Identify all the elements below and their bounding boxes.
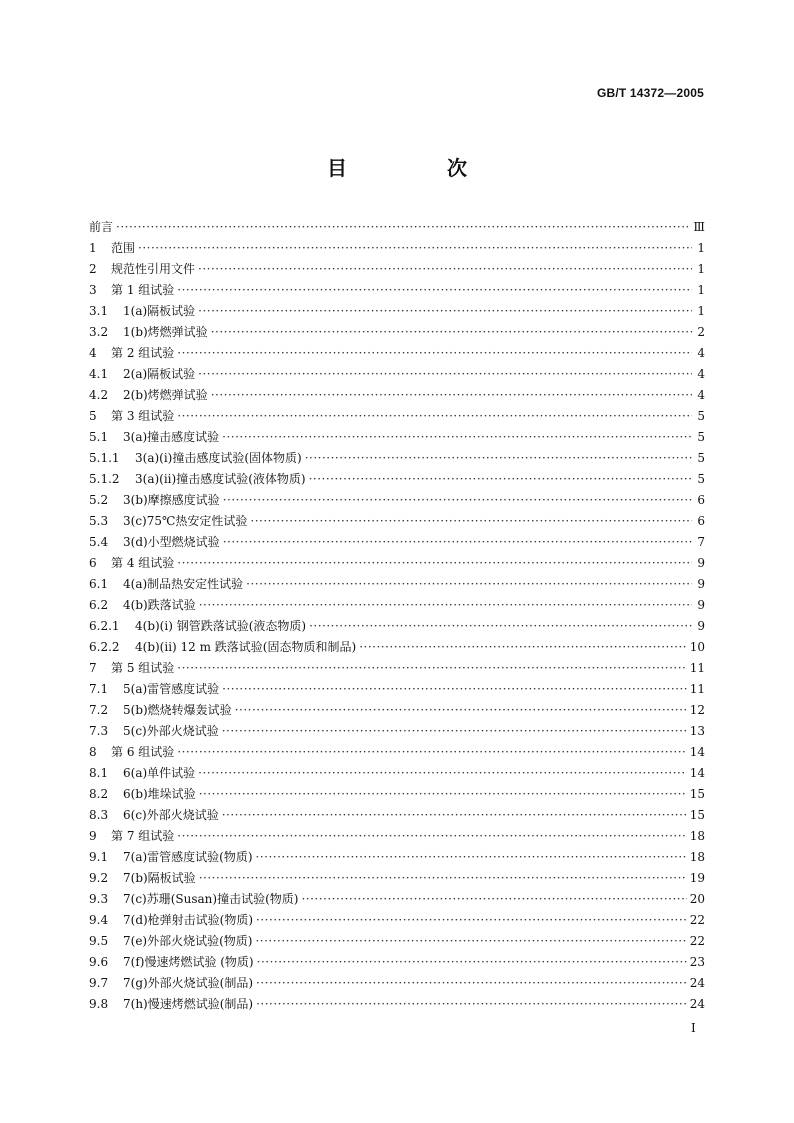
toc-dot-leader	[256, 976, 687, 990]
toc-entry-title: 5(c)外部火烧试验	[123, 724, 219, 738]
toc-entry[interactable]	[89, 848, 705, 869]
toc-entry-page: 5	[697, 472, 705, 486]
toc-entry[interactable]	[89, 974, 705, 995]
toc-entry-title: 范围	[111, 241, 136, 255]
toc-entry-number: 5.4	[89, 535, 109, 549]
toc-entry-page: Ⅲ	[693, 220, 705, 234]
toc-dot-leader	[222, 808, 687, 822]
toc-dot-leader	[177, 283, 692, 297]
toc-dot-leader	[246, 577, 692, 591]
toc-entry-title: 规范性引用文件	[111, 262, 196, 276]
toc-entry-title: 7(g)外部火烧试验(制品)	[123, 976, 254, 990]
toc-entry-number: 7.3	[89, 724, 109, 738]
toc-entry-title: 3(b)摩擦感度试验	[123, 493, 220, 507]
toc-dot-leader	[198, 262, 692, 276]
toc-entry-title: 3(a)撞击感度试验	[123, 430, 220, 444]
toc-entry-title: 7(f)慢速烤燃试验 (物质)	[123, 955, 254, 969]
page-number: I	[691, 1021, 696, 1035]
toc-entry[interactable]	[89, 344, 705, 365]
toc-dot-leader	[359, 640, 687, 654]
toc-dot-leader	[257, 955, 687, 969]
toc-entry-title: 4(b)跌落试验	[123, 598, 196, 612]
toc-dot-leader	[177, 346, 692, 360]
toc-entry-page: 11	[689, 661, 705, 675]
toc-entry[interactable]	[89, 743, 705, 764]
toc-entry-page: 4	[697, 388, 705, 402]
toc-entry[interactable]	[89, 575, 705, 596]
toc-entry-number: 5.3	[89, 514, 109, 528]
toc-entry-number: 8.3	[89, 808, 109, 822]
toc-entry[interactable]	[89, 722, 705, 743]
toc-dot-leader	[211, 325, 692, 339]
toc-entry[interactable]	[89, 281, 705, 302]
toc-entry-title: 7(a)雷管感度试验(物质)	[123, 850, 253, 864]
toc-entry[interactable]	[89, 953, 705, 974]
toc-entry[interactable]	[89, 260, 705, 281]
toc-dot-leader	[223, 535, 692, 549]
toc-entry[interactable]	[89, 869, 705, 890]
toc-entry-title: 第 4 组试验	[111, 556, 175, 570]
toc-entry-number: 3	[89, 283, 97, 297]
toc-entry[interactable]	[89, 218, 705, 239]
toc-entry-number: 8.2	[89, 787, 109, 801]
toc-entry-page: 9	[697, 598, 705, 612]
toc-dot-leader	[177, 661, 686, 675]
toc-entry[interactable]	[89, 659, 705, 680]
toc-dot-leader	[256, 997, 687, 1011]
toc-dot-leader	[177, 745, 686, 759]
toc-dot-leader	[116, 220, 690, 234]
toc-entry[interactable]	[89, 911, 705, 932]
toc-entry-number: 6.2.1	[89, 619, 120, 633]
toc-entry-page: 6	[697, 493, 705, 507]
toc-entry-page: 9	[697, 556, 705, 570]
toc-entry-page: 5	[697, 430, 705, 444]
toc-entry-page: 10	[689, 640, 705, 654]
toc-entry-page: 4	[697, 346, 705, 360]
toc-entry[interactable]	[89, 995, 705, 1016]
toc-dot-leader	[255, 934, 686, 948]
toc-entry-title: 3(c)75℃热安定性试验	[123, 514, 248, 528]
toc-dot-leader	[177, 556, 692, 570]
toc-entry[interactable]	[89, 638, 705, 659]
toc-entry[interactable]	[89, 407, 705, 428]
toc-entry-page: 7	[697, 535, 705, 549]
toc-entry[interactable]	[89, 806, 705, 827]
toc-entry-title: 6(c)外部火烧试验	[123, 808, 219, 822]
toc-entry[interactable]	[89, 596, 705, 617]
toc-entry-number: 4.2	[89, 388, 109, 402]
toc-entry[interactable]	[89, 764, 705, 785]
toc-entry-title: 4(b)(ii) 12 m 跌落试验(固态物质和制品)	[135, 640, 357, 654]
toc-entry-page: 1	[697, 304, 705, 318]
toc-entry-number: 9	[89, 829, 97, 843]
toc-entry-number: 7.1	[89, 682, 109, 696]
toc-entry[interactable]	[89, 932, 705, 953]
toc-dot-leader	[177, 409, 692, 423]
toc-entry-title: 7(d)枪弹射击试验(物质)	[123, 913, 254, 927]
toc-entry-number: 5.2	[89, 493, 109, 507]
toc-entry-title: 7(c)苏珊(Susan)撞击试验(物质)	[123, 892, 299, 906]
toc-dot-leader	[211, 388, 692, 402]
toc-entry-title: 5(b)燃烧转爆轰试验	[123, 703, 232, 717]
toc-dot-leader	[250, 514, 692, 528]
toc-entry-title: 3(a)(i)撞击感度试验(固体物质)	[135, 451, 302, 465]
toc-entry-title: 6(a)单件试验	[123, 766, 196, 780]
toc-entry-number: 5.1.2	[89, 472, 120, 486]
toc-dot-leader	[198, 766, 687, 780]
toc-entry-number: 8	[89, 745, 97, 759]
toc-entry-title: 4(a)制品热安定性试验	[123, 577, 244, 591]
toc-entry-number: 3.1	[89, 304, 109, 318]
toc-dot-leader	[222, 682, 687, 696]
toc-entry[interactable]	[89, 785, 705, 806]
toc-dot-leader	[256, 913, 687, 927]
toc-dot-leader	[309, 472, 692, 486]
toc-entry-title: 6(b)堆垛试验	[123, 787, 196, 801]
toc-entry-number: 6.2	[89, 598, 109, 612]
toc-entry-title: 2(b)烤燃弹试验	[123, 388, 208, 402]
toc-entry-number: 3.2	[89, 325, 109, 339]
toc-dot-leader	[256, 850, 687, 864]
toc-entry-page: 22	[689, 913, 705, 927]
toc-entry-page: 19	[689, 871, 705, 885]
toc-entry[interactable]	[89, 890, 705, 911]
toc-dot-leader	[309, 619, 692, 633]
toc-dot-leader	[177, 829, 686, 843]
toc-entry[interactable]	[89, 827, 705, 848]
toc-entry-number: 2	[89, 262, 97, 276]
toc-entry-number: 9.2	[89, 871, 109, 885]
toc-entry-page: 11	[689, 682, 705, 696]
toc-entry-title: 第 7 组试验	[111, 829, 175, 843]
toc-entry-title: 1(a)隔板试验	[123, 304, 196, 318]
toc-entry-number: 4.1	[89, 367, 109, 381]
toc-entry-page: 1	[697, 241, 705, 255]
toc-entry-page: 9	[697, 577, 705, 591]
toc-entry-page: 5	[697, 409, 705, 423]
toc-entry[interactable]	[89, 680, 705, 701]
toc-dot-leader	[198, 367, 692, 381]
toc-entry-title: 第 2 组试验	[111, 346, 175, 360]
page-title: 目 次	[327, 156, 507, 180]
toc-entry-number: 9.5	[89, 934, 109, 948]
toc-entry-number: 8.1	[89, 766, 109, 780]
toc-entry[interactable]	[89, 302, 705, 323]
toc-entry-page: 23	[689, 955, 705, 969]
toc-dot-leader	[222, 430, 692, 444]
toc-entry-title: 5(a)雷管感度试验	[123, 682, 220, 696]
toc-entry-page: 20	[689, 892, 705, 906]
toc-entry-page: 5	[697, 451, 705, 465]
toc-entry-number: 5	[89, 409, 97, 423]
toc-entry-page: 18	[689, 850, 705, 864]
toc-entry-number: 7	[89, 661, 97, 675]
toc-dot-leader	[223, 493, 692, 507]
toc-entry[interactable]	[89, 386, 705, 407]
toc-entry-number: 9.7	[89, 976, 109, 990]
toc-entry-page: 22	[689, 934, 705, 948]
toc-entry-title: 7(e)外部火烧试验(物质)	[123, 934, 253, 948]
toc-entry[interactable]	[89, 701, 705, 722]
toc-entry[interactable]	[89, 533, 705, 554]
toc-entry-title: 7(b)隔板试验	[123, 871, 196, 885]
toc-entry-page: 9	[697, 619, 705, 633]
toc-entry-title: 第 6 组试验	[111, 745, 175, 759]
toc-entry-title: 第 1 组试验	[111, 283, 175, 297]
toc-dot-leader	[199, 871, 687, 885]
toc-entry-number: 6.1	[89, 577, 109, 591]
toc-entry-page: 12	[689, 703, 705, 717]
toc-dot-leader	[235, 703, 687, 717]
toc-entry-title: 3(a)(ii)撞击感度试验(液体物质)	[135, 472, 306, 486]
toc-dot-leader	[199, 787, 687, 801]
toc-entry-number: 5.1	[89, 430, 109, 444]
toc-entry-number: 6.2.2	[89, 640, 120, 654]
toc-entry-number: 9.1	[89, 850, 109, 864]
toc-dot-leader	[301, 892, 686, 906]
toc-entry-number: 9.4	[89, 913, 109, 927]
toc-entry-page: 15	[689, 808, 705, 822]
toc-entry-number: 7.2	[89, 703, 109, 717]
toc-entry[interactable]	[89, 428, 705, 449]
toc-entry-page: 1	[697, 283, 705, 297]
toc-entry-number: 5.1.1	[89, 451, 120, 465]
toc-entry-title: 前言	[89, 220, 114, 234]
toc-entry[interactable]	[89, 491, 705, 512]
toc-entry-page: 14	[689, 745, 705, 759]
toc-entry-title: 第 5 组试验	[111, 661, 175, 675]
toc-entry[interactable]	[89, 449, 705, 470]
toc-entry-page: 2	[697, 325, 705, 339]
toc-entry-page: 6	[697, 514, 705, 528]
toc-dot-leader	[222, 724, 687, 738]
toc-entry-page: 14	[689, 766, 705, 780]
toc-dot-leader	[138, 241, 692, 255]
toc-entry-title: 4(b)(i) 钢管跌落试验(液态物质)	[135, 619, 307, 633]
toc-entry-title: 第 3 组试验	[111, 409, 175, 423]
toc-entry-page: 1	[697, 262, 705, 276]
toc-entry-page: 24	[689, 976, 705, 990]
toc-entry-title: 1(b)烤燃弹试验	[123, 325, 208, 339]
toc-entry-number: 6	[89, 556, 97, 570]
standard-code: GB/T 14372—2005	[596, 86, 704, 100]
toc-entry-number: 1	[89, 241, 97, 255]
table-of-contents	[89, 218, 705, 1016]
toc-entry-title: 3(d)小型燃烧试验	[123, 535, 220, 549]
toc-entry[interactable]	[89, 512, 705, 533]
toc-entry[interactable]	[89, 365, 705, 386]
toc-entry-page: 18	[689, 829, 705, 843]
toc-entry[interactable]	[89, 617, 705, 638]
toc-entry[interactable]	[89, 470, 705, 491]
toc-entry-page: 13	[689, 724, 705, 738]
toc-entry-page: 4	[697, 367, 705, 381]
toc-dot-leader	[198, 304, 692, 318]
toc-entry-page: 15	[689, 787, 705, 801]
toc-dot-leader	[305, 451, 692, 465]
toc-entry-title: 2(a)隔板试验	[123, 367, 196, 381]
toc-entry-number: 9.8	[89, 997, 109, 1011]
toc-entry-page: 24	[689, 997, 705, 1011]
toc-entry[interactable]	[89, 323, 705, 344]
toc-entry-title: 7(h)慢速烤燃试验(制品)	[123, 997, 254, 1011]
toc-entry-number: 4	[89, 346, 97, 360]
toc-entry[interactable]	[89, 239, 705, 260]
toc-entry-number: 9.3	[89, 892, 109, 906]
toc-entry-number: 9.6	[89, 955, 109, 969]
toc-entry[interactable]	[89, 554, 705, 575]
toc-dot-leader	[199, 598, 692, 612]
